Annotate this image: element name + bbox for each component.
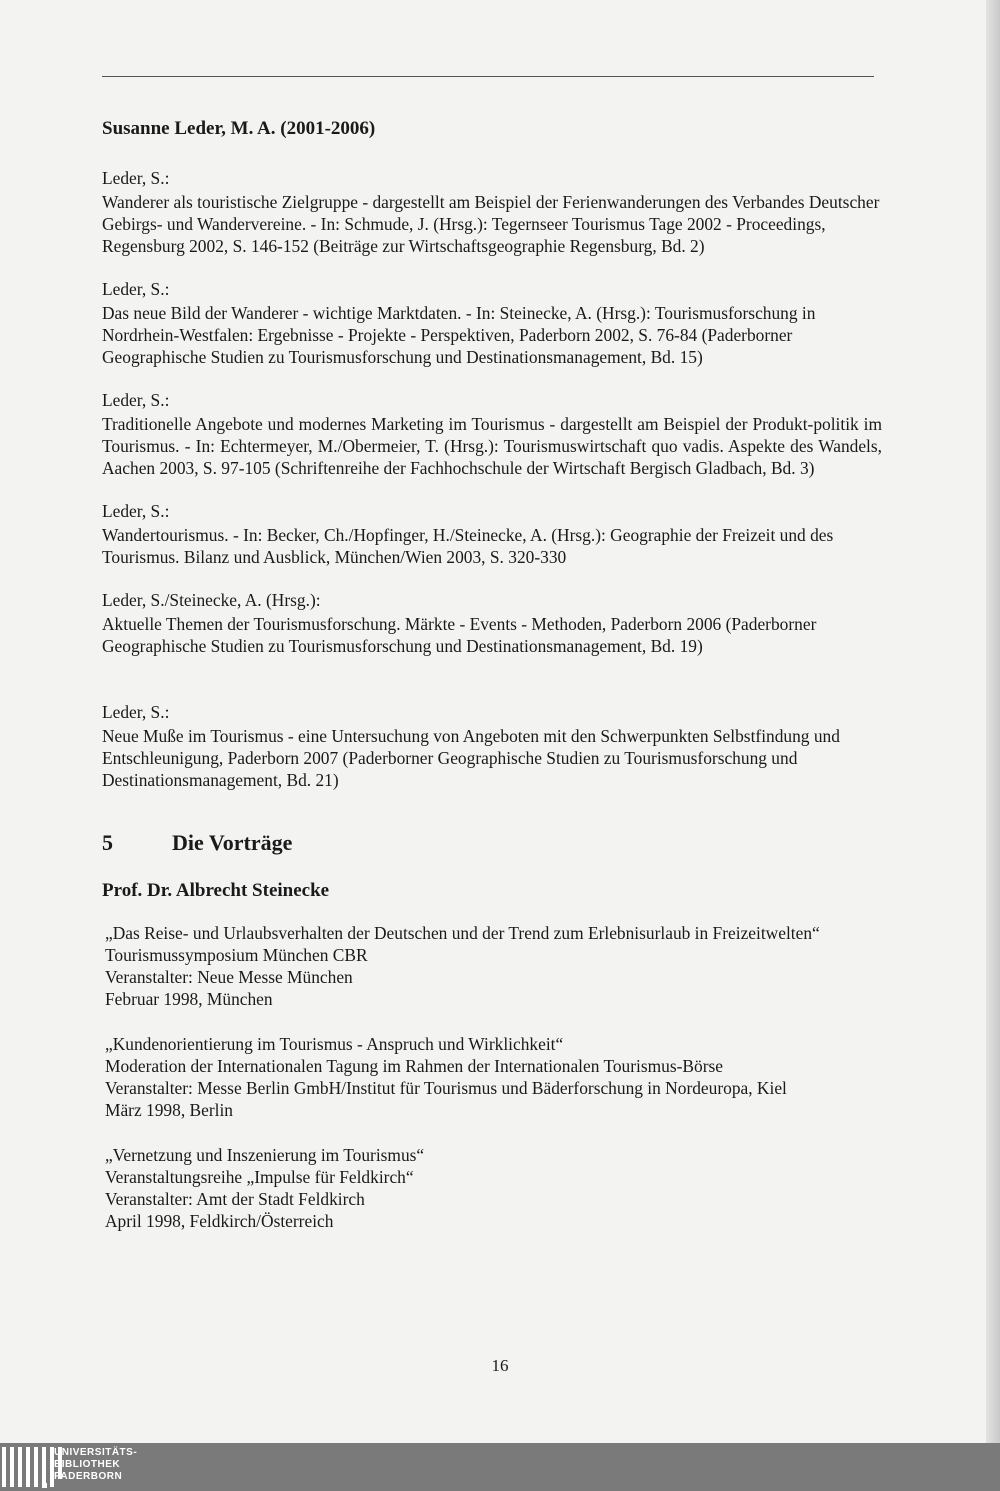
publication-text: Das neue Bild der Wanderer - wichtige Marktdaten. - In: Steinecke, A. (Hrsg.): Tourismusforschung in Nordrhein-Westfalen: Ergebnisse - Projekte - Perspektiven, Paderborn 2002, S. 76-84 (Paderborner Geographische Studien zu Tourismusforschung und Destinationsmanagement, Bd. 15) — [102, 303, 816, 367]
publication-entry — [102, 389, 882, 479]
chapter-heading — [102, 832, 882, 854]
talk-date-place: März 1998, Berlin — [105, 1100, 233, 1120]
talk-entry — [105, 1033, 882, 1121]
publication-author: Leder, S.: — [102, 390, 170, 410]
talk-event: Moderation der Internationalen Tagung im Rahmen der Internationalen Tourismus-Börse — [105, 1056, 723, 1076]
publication-text: Wandertourismus. - In: Becker, Ch./Hopfinger, H./Steinecke, A. (Hrsg.): Geographie der Freizeit und des Tourismus. Bilanz und Ausblick, München/Wien 2003, S. 320-330 — [102, 525, 834, 567]
library-name-line: UNIVERSITÄTS- — [54, 1447, 138, 1458]
publication-author: Leder, S.: — [102, 279, 170, 299]
library-footer-bar — [0, 1443, 1000, 1491]
talk-entry — [105, 1144, 882, 1232]
section-title: Susanne Leder, M. A. (2001-2006) — [102, 118, 376, 139]
publication-author: Leder, S.: — [102, 501, 170, 521]
library-name-line: BIBLIOTHEK — [54, 1459, 121, 1470]
publication-author: Leder, S.: — [102, 702, 170, 722]
speaker-name: Prof. Dr. Albrecht Steinecke — [102, 880, 330, 901]
talk-date-place: Februar 1998, München — [105, 989, 273, 1009]
publication-entry — [102, 278, 882, 368]
publication-author: Leder, S.: — [102, 168, 170, 188]
talk-organizer: Veranstalter: Neue Messe München — [105, 967, 353, 987]
publication-entry — [102, 167, 882, 257]
publication-text: Wanderer als touristische Zielgruppe - dargestellt am Beispiel der Ferienwanderungen des Verbandes Deutscher Gebirgs- und Wandervereine. - In: Schmude, J. (Hrsg.): Tegernseer Tourismus Tage 2002 - Proceedings, Regensburg 2002, S. 146-152 (Beiträge zur Wirtschaftsgeographie Regensburg, Bd. 2) — [102, 192, 880, 256]
talk-date-place: April 1998, Feldkirch/Österreich — [105, 1211, 334, 1231]
chapter-title: Die Vorträge — [172, 830, 293, 855]
page-number: 16 — [491, 1356, 509, 1375]
header-rule — [102, 76, 874, 77]
talk-title: „Kundenorientierung im Tourismus - Anspruch und Wirklichkeit“ — [105, 1034, 564, 1054]
talk-title: „Vernetzung und Inszenierung im Tourismus“ — [105, 1145, 425, 1165]
publication-entry — [102, 500, 882, 568]
library-name — [54, 1447, 137, 1483]
talk-event: Tourismussymposium München CBR — [105, 945, 368, 965]
library-logo-icon — [2, 1447, 62, 1487]
publication-text: Traditionelle Angebote und modernes Marketing im Tourismus - dargestellt am Beispiel der Produkt-politik im Tourismus. - In: Echtermeyer, M./Obermeier, T. (Hrsg.): Tourismuswirtschaft quo vadis. Aspekte des Wandels, Aachen 2003, S. 97-105 (Schriftenreihe der Fachhochschule der Wirtschaft Bergisch Gladbach, Bd. 3) — [102, 414, 882, 478]
talk-organizer: Veranstalter: Amt der Stadt Feldkirch — [105, 1189, 365, 1209]
talk-organizer: Veranstalter: Messe Berlin GmbH/Institut für Tourismus und Bäderforschung in Nordeuropa, Kiel — [105, 1078, 787, 1098]
publication-text: Neue Muße im Tourismus - eine Untersuchung von Angeboten mit den Schwerpunkten Selbstfindung und Entschleunigung, Paderborn 2007 (Paderborner Geographische Studien zu Tourismusforschung und Destinationsmanagement, Bd. 21) — [102, 726, 840, 790]
talk-title: „Das Reise- und Urlaubsverhalten der Deutschen und der Trend zum Erlebnisurlaub in Freizeitwelten“ — [105, 923, 820, 943]
talk-event: Veranstaltungsreihe „Impulse für Feldkirch“ — [105, 1167, 414, 1187]
chapter-number: 5 — [102, 830, 113, 855]
page-edge-shadow — [986, 0, 1000, 1443]
page-content — [102, 118, 882, 1255]
publication-author: Leder, S./Steinecke, A. (Hrsg.): — [102, 590, 321, 610]
publication-entry — [102, 701, 882, 791]
publication-entry — [102, 589, 882, 657]
talk-entry — [105, 922, 882, 1010]
publication-text: Aktuelle Themen der Tourismusforschung. Märkte - Events - Methoden, Paderborn 2006 (Paderborner Geographische Studien zu Tourismusforschung und Destinationsmanagement, Bd. 19) — [102, 614, 817, 656]
library-name-line: PADERBORN — [54, 1471, 123, 1482]
